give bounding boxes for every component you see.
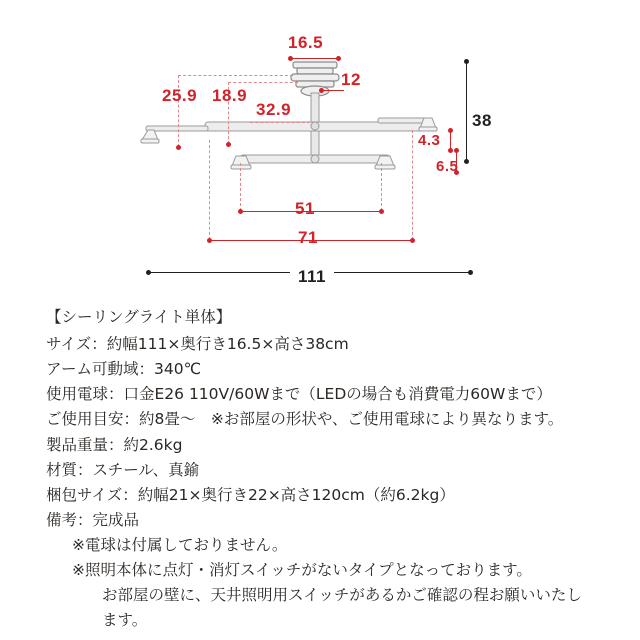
spec-arm-range: アーム可動域：340℃ — [46, 360, 202, 379]
spec-note-no-switch: ※照明本体に点灯・消灯スイッチがないタイプとなっております。 — [72, 561, 532, 580]
dim-dot — [410, 238, 415, 243]
dim-18-9: 18.9 — [212, 86, 248, 105]
dim-38: 38 — [472, 111, 492, 130]
dim-dot — [336, 56, 341, 61]
spec-material: 材質：スチール、真鍮 — [46, 460, 200, 479]
dimline-51-left — [240, 163, 241, 211]
dim-dot — [464, 159, 469, 164]
dim-6-5: 6.5 — [436, 158, 459, 175]
dim-dot — [176, 145, 181, 150]
spec-title: 【シーリングライト単体】 — [46, 308, 232, 326]
dim-dot — [146, 270, 151, 275]
dim-16-5: 16.5 — [288, 33, 324, 52]
spec-usage-guide: ご使用目安：約8畳～ ※お部屋の形状や、ご使用電球により異なります。 — [46, 410, 564, 429]
dim-dot — [468, 270, 473, 275]
spec-size: サイズ：約幅111×奥行き16.5×高さ38cm — [46, 335, 349, 354]
dim-25-9: 25.9 — [162, 86, 198, 105]
dim-dot — [379, 209, 384, 214]
dimline-25-9-ext — [178, 75, 293, 76]
dim-dot — [448, 148, 453, 153]
spec-note-switch-check: お部屋の壁に、天井照明用スイッチがあるかご確認の程お願いいたします。 — [102, 586, 582, 630]
spec-bulb: 使用電球：口金E26 110V/60Wまで（LEDの場合も消費電力60Wまで） — [46, 385, 552, 404]
dim-71: 71 — [298, 228, 318, 247]
dim-dot — [319, 88, 324, 93]
dim-dot — [448, 128, 453, 133]
dim-111: 111 — [290, 267, 334, 287]
dimline-51-right — [381, 163, 382, 211]
spec-remarks: 備考：完成品 — [46, 510, 140, 529]
dimline-12 — [322, 90, 344, 91]
dim-dot — [226, 142, 231, 147]
dim-4-3: 4.3 — [418, 132, 441, 149]
dim-32-9: 32.9 — [256, 100, 292, 119]
spec-note-bulb-not-included: ※電球は付属しておりません。 — [72, 535, 288, 554]
dim-dot — [464, 59, 469, 64]
spec-weight: 製品重量：約2.6kg — [46, 435, 183, 454]
dim-dot — [288, 56, 293, 61]
dim-dot — [207, 238, 212, 243]
dim-dot — [238, 209, 243, 214]
dimline-38 — [466, 62, 467, 162]
dimline-32-9 — [250, 122, 310, 123]
dimline-71-left — [209, 140, 210, 240]
dimline-71-right — [412, 130, 413, 240]
dimline-18-9-ext — [228, 82, 298, 83]
dimension-diagram — [0, 0, 640, 300]
spec-package-size: 梱包サイズ：約幅21×奥行き22×高さ120cm（約6.2kg） — [46, 485, 455, 504]
dimline-16-5 — [291, 58, 339, 59]
dim-dot — [454, 148, 459, 153]
dim-12: 12 — [341, 70, 361, 89]
specification-list — [0, 305, 640, 633]
dim-51: 51 — [295, 199, 315, 218]
